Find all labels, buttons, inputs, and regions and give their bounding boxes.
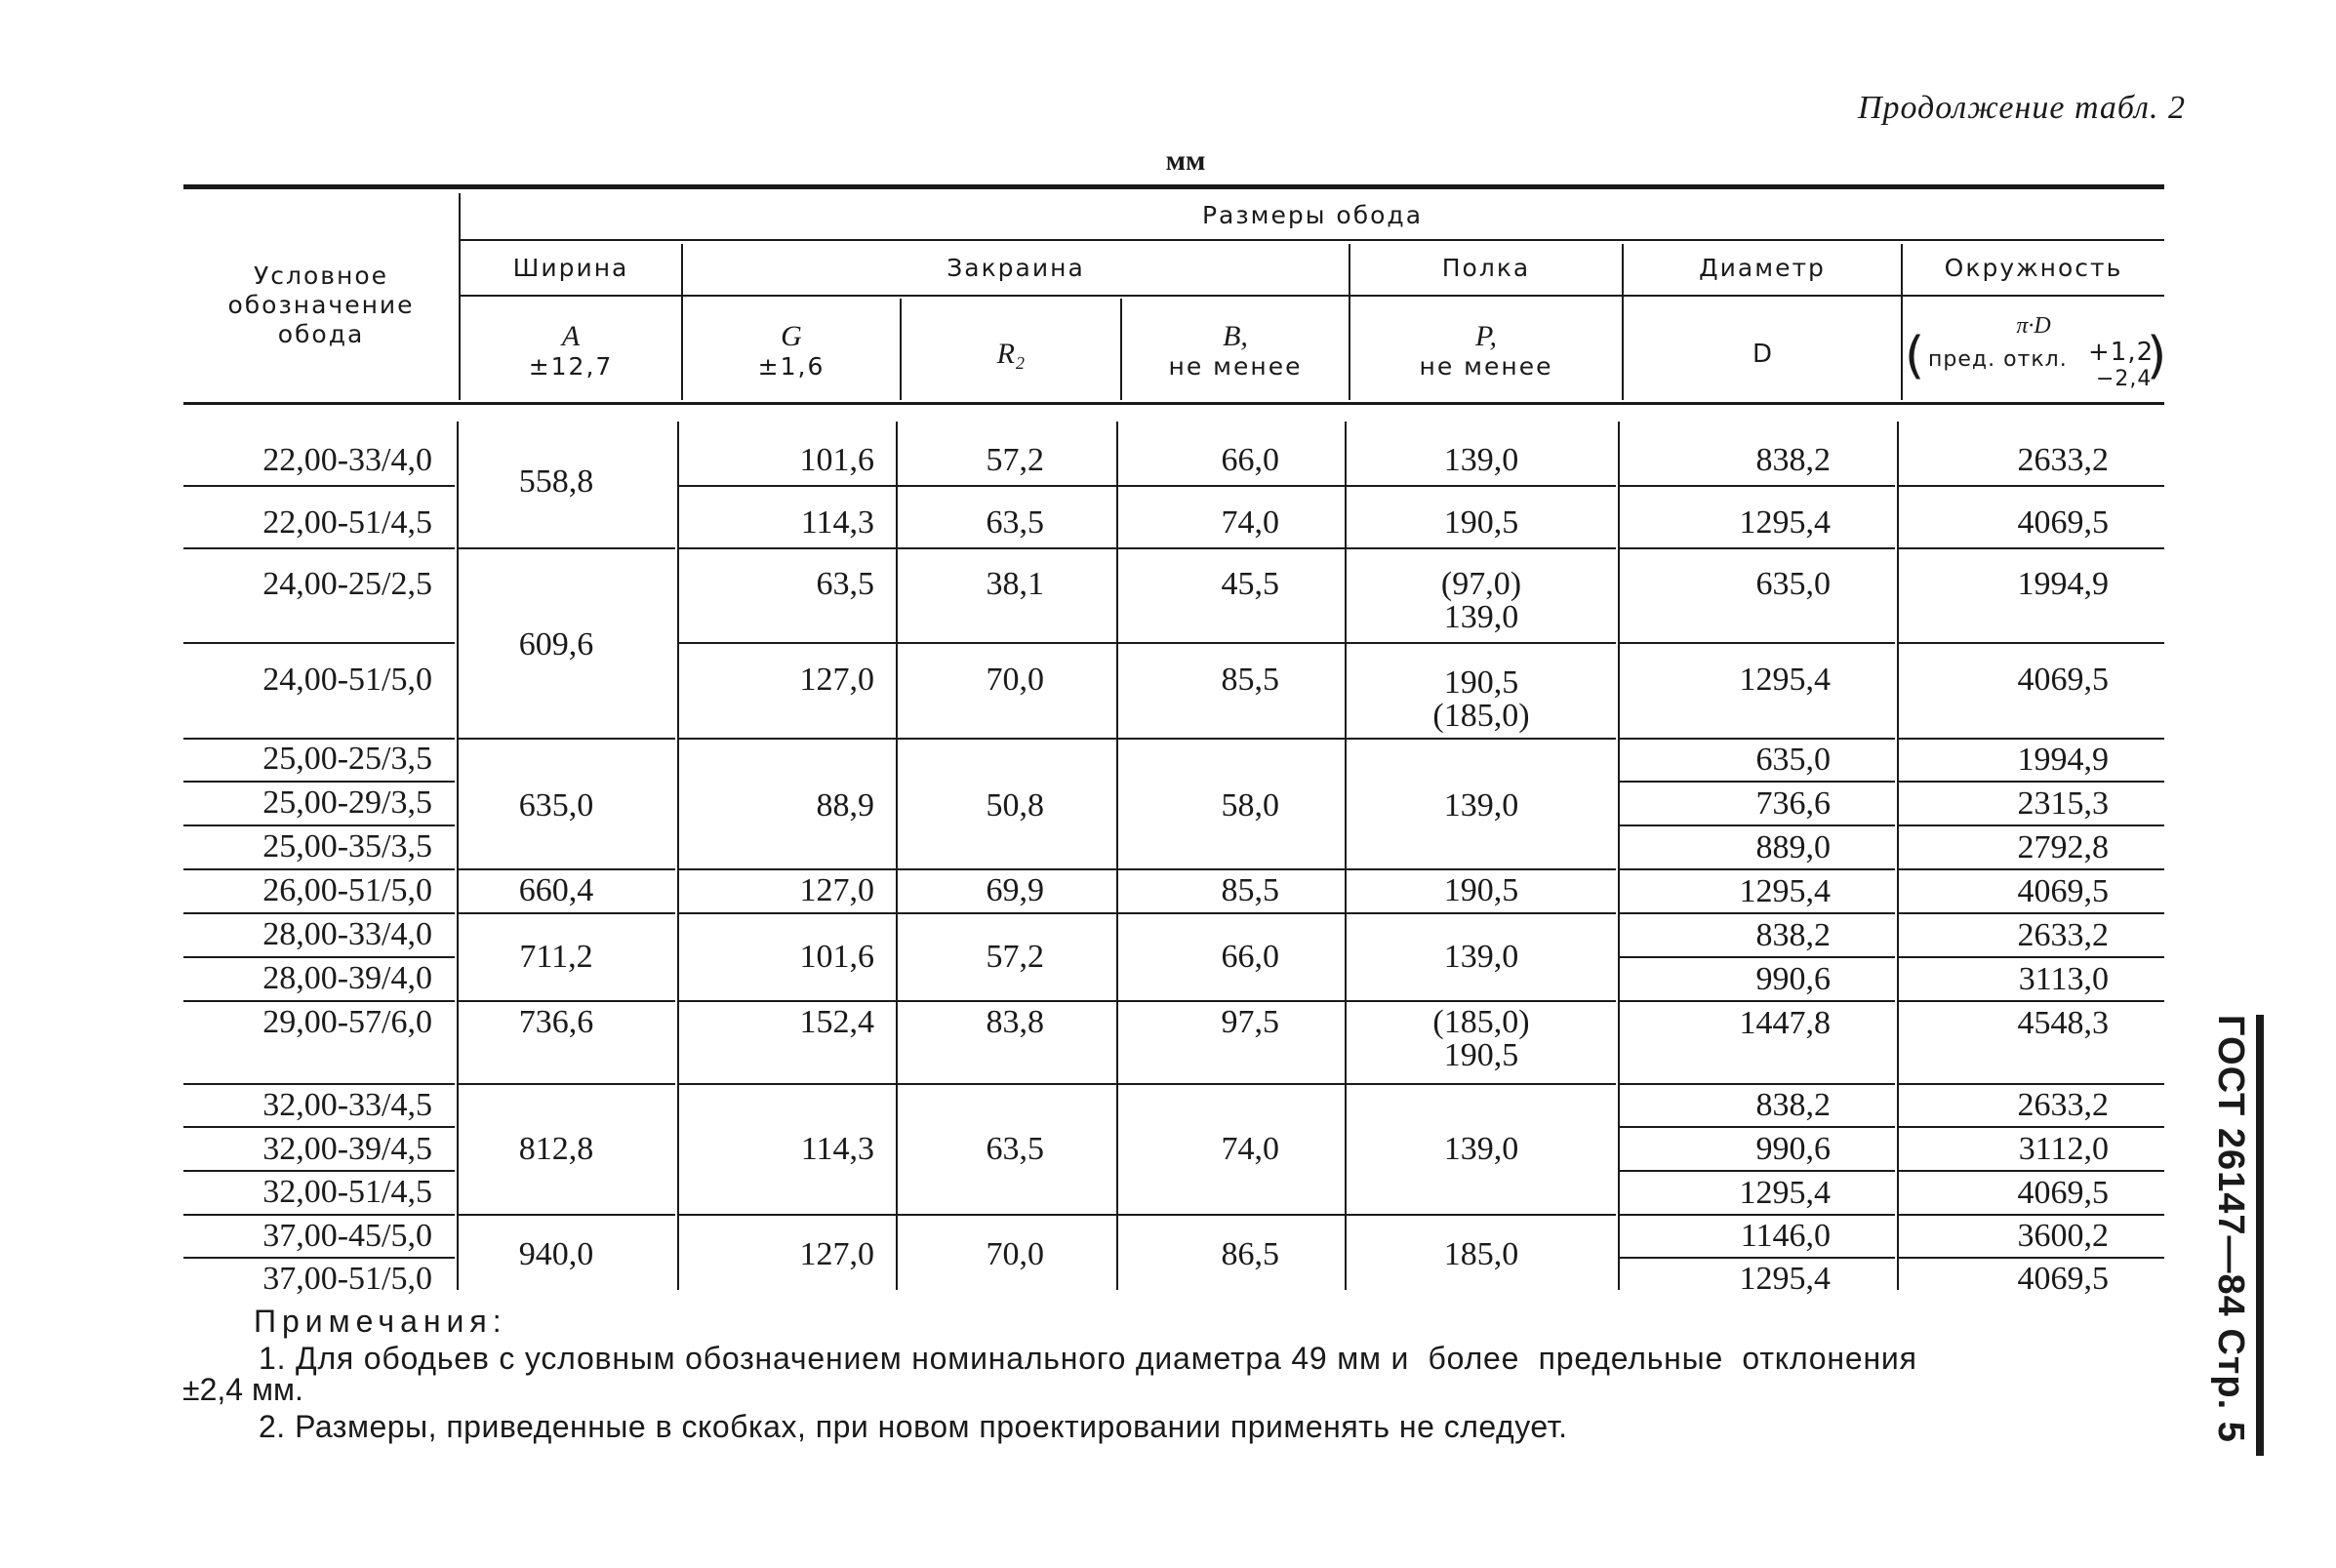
- G-value: 88,9: [816, 787, 874, 824]
- G-value: 127,0: [799, 872, 874, 908]
- shelf-header: Полка: [1441, 254, 1531, 282]
- D-value: 635,0: [1755, 566, 1831, 602]
- row-line: [1620, 1170, 1895, 1172]
- width-header: Ширина: [512, 254, 629, 282]
- D-value: 635,0: [1755, 742, 1831, 778]
- note-1: 1. Для ободьев с условным обозначением номинального диаметра 49 мм и более предельные отклонения: [259, 1341, 1917, 1376]
- row-line: [1899, 642, 2164, 644]
- B-symbol: B,: [1223, 320, 1248, 352]
- row-line: [183, 781, 455, 783]
- row-line: [1899, 956, 2164, 958]
- G-value: 127,0: [799, 1236, 874, 1272]
- G-symbol: G: [781, 320, 802, 352]
- row-line: [459, 1083, 675, 1085]
- row-line: [1620, 1214, 1895, 1216]
- B-value: 74,0: [1221, 504, 1279, 541]
- B-value: 86,5: [1221, 1236, 1279, 1272]
- row-line: [459, 738, 675, 740]
- P-header: [1350, 322, 1622, 382]
- row-line: [183, 738, 455, 740]
- rim-designation: 28,00-39/4,0: [262, 960, 432, 996]
- circumference-value: 3113,0: [2018, 961, 2109, 997]
- row-line: [679, 1214, 1616, 1216]
- R2-symbol: R₂: [996, 338, 1026, 370]
- R2-value: 83,8: [986, 1004, 1044, 1040]
- side-rule: [2256, 1015, 2264, 1456]
- diameter-header: Диаметр: [1699, 254, 1826, 282]
- circumference-value: 1994,9: [2017, 566, 2109, 602]
- rim-designation: 22,00-33/4,0: [262, 442, 432, 478]
- D-value: 1295,4: [1739, 1175, 1831, 1211]
- side-label-container: [2207, 1015, 2254, 1483]
- row-line: [1620, 1083, 1895, 1085]
- A-tolerance: ±12,7: [528, 352, 614, 381]
- B-value: 66,0: [1221, 939, 1279, 975]
- row-line: [1620, 824, 1895, 826]
- row-line: [183, 547, 455, 549]
- circumference-value: 1994,9: [2017, 742, 2109, 778]
- A-header: [461, 322, 681, 382]
- header-divider: [461, 295, 2164, 297]
- R2-header: [902, 340, 1120, 370]
- row-line: [183, 1257, 455, 1259]
- row-line: [679, 642, 1616, 644]
- A-symbol: A: [561, 320, 581, 352]
- R2-value: 63,5: [986, 1131, 1044, 1167]
- circumference-value: 3112,0: [2018, 1131, 2109, 1167]
- D-value: 1295,4: [1739, 873, 1831, 909]
- row-line: [1620, 642, 1895, 644]
- row-line: [1899, 1126, 2164, 1128]
- piD-tolerance-label: пред. откл.: [1928, 347, 2068, 372]
- row-line: [183, 485, 455, 487]
- table-top-rule: [183, 184, 2164, 189]
- circumference-value: 4069,5: [2017, 1261, 2109, 1297]
- G-value: 101,6: [799, 442, 874, 478]
- width-value: 711,2: [519, 939, 593, 975]
- B-value: 58,0: [1221, 787, 1279, 824]
- P-value: 190,5: [1443, 504, 1519, 541]
- P-value: 190,5: [1443, 664, 1519, 701]
- piD-tolerance-down: −2,4: [2096, 367, 2153, 391]
- rim-designation: 24,00-25/2,5: [262, 566, 432, 602]
- D-value: 736,6: [1755, 785, 1831, 822]
- units-label: мм: [1165, 144, 1206, 177]
- flange-header: Закраина: [946, 254, 1085, 282]
- note-2: 2. Размеры, приведенные в скобках, при новом проектировании применять не следует.: [259, 1409, 1568, 1444]
- circumference-value: 2633,2: [2017, 1087, 2109, 1123]
- width-value: 558,8: [518, 463, 594, 500]
- row-line: [183, 868, 455, 870]
- width-value: 635,0: [518, 787, 594, 824]
- piD-symbol: π·D: [2016, 313, 2051, 339]
- width-value: 609,6: [518, 626, 594, 663]
- row-line: [1620, 547, 1895, 549]
- row-line: [679, 547, 1616, 549]
- table-header-rule: [183, 402, 2164, 405]
- rim-designation: 25,00-35/3,5: [262, 828, 432, 864]
- header-divider: [461, 239, 2164, 241]
- P-value: 190,5: [1443, 1037, 1519, 1073]
- R2-value: 63,5: [986, 504, 1044, 541]
- row-line: [679, 1000, 1616, 1002]
- P-note: не менее: [1419, 352, 1553, 381]
- row-line: [459, 547, 675, 549]
- rim-designation: 22,00-51/4,5: [262, 504, 432, 541]
- note-1-continued: ±2,4 мм.: [182, 1372, 303, 1407]
- circumference-value: 3600,2: [2017, 1218, 2109, 1254]
- P-value: 139,0: [1443, 787, 1519, 824]
- notes-block: [171, 1303, 2171, 1445]
- circumference-value: 2315,3: [2017, 785, 2109, 822]
- R2-value: 38,1: [986, 566, 1044, 602]
- row-line: [1899, 1214, 2164, 1216]
- row-line: [459, 1214, 675, 1216]
- notes-title: Примечания:: [254, 1304, 507, 1339]
- circumference-value: 2792,8: [2017, 829, 2109, 865]
- D-value: 1295,4: [1739, 1261, 1831, 1297]
- R2-value: 57,2: [986, 939, 1044, 975]
- circumference-value: 2633,2: [2017, 917, 2109, 953]
- circumference-value: 4548,3: [2017, 1005, 2109, 1041]
- piD-header: [1903, 310, 2164, 341]
- row-line: [459, 912, 675, 914]
- row-line: [1899, 547, 2164, 549]
- row-line: [1620, 956, 1895, 958]
- G-value: 152,4: [799, 1004, 874, 1040]
- G-value: 63,5: [816, 566, 874, 602]
- B-header: [1122, 322, 1349, 382]
- row-line: [1899, 868, 2164, 870]
- row-line: [183, 912, 455, 914]
- row-line: [1620, 868, 1895, 870]
- width-value: 812,8: [518, 1131, 594, 1167]
- row-line: [679, 1083, 1616, 1085]
- P-value: (97,0): [1440, 566, 1522, 602]
- P-value: 185,0: [1443, 1236, 1519, 1272]
- P-value: 190,5: [1443, 872, 1519, 908]
- G-value: 114,3: [800, 1131, 874, 1167]
- row-line: [679, 738, 1616, 740]
- width-value: 660,4: [518, 872, 594, 908]
- row-line: [1620, 738, 1895, 740]
- row-line: [183, 824, 455, 826]
- P-value: 139,0: [1443, 442, 1519, 478]
- B-value: 45,5: [1221, 566, 1279, 602]
- width-value: 736,6: [518, 1004, 594, 1040]
- row-line: [1620, 1257, 1895, 1259]
- row-line: [183, 1083, 455, 1085]
- circumference-value: 4069,5: [2017, 662, 2109, 698]
- row-line: [183, 1214, 455, 1216]
- B-value: 85,5: [1221, 872, 1279, 908]
- rim-designation: 37,00-51/5,0: [262, 1261, 432, 1297]
- row-line: [183, 1170, 455, 1172]
- D-value: 1295,4: [1739, 504, 1831, 541]
- rim-designation: 26,00-51/5,0: [262, 872, 432, 908]
- row-line: [183, 1000, 455, 1002]
- B-note: не менее: [1168, 352, 1303, 381]
- P-value: (185,0): [1432, 698, 1530, 734]
- R2-value: 69,9: [986, 872, 1044, 908]
- R2-value: 70,0: [986, 1236, 1044, 1272]
- D-value: 838,2: [1755, 442, 1831, 478]
- D-value: 889,0: [1755, 829, 1831, 865]
- D-value: 990,6: [1755, 1131, 1831, 1167]
- G-value: 127,0: [799, 662, 874, 698]
- row-line: [1899, 1257, 2164, 1259]
- row-line: [459, 1000, 675, 1002]
- rim-designation: 32,00-33/4,5: [262, 1087, 432, 1123]
- circumference-value: 4069,5: [2017, 504, 2109, 541]
- row-line: [679, 485, 1616, 487]
- row-line: [459, 868, 675, 870]
- P-symbol: P,: [1475, 320, 1497, 352]
- rim-dimensions-header: Размеры обода: [1201, 201, 1424, 229]
- P-value: (185,0): [1432, 1004, 1530, 1040]
- piD-tolerance-up: +1,2: [2088, 338, 2155, 367]
- circumference-header: Окружность: [1944, 254, 2123, 282]
- P-value: 139,0: [1443, 939, 1519, 975]
- row-line: [1620, 1000, 1895, 1002]
- D-value: 990,6: [1755, 961, 1831, 997]
- row-line: [1620, 485, 1895, 487]
- circumference-value: 2633,2: [2017, 442, 2109, 478]
- rim-designation: 32,00-51/4,5: [262, 1174, 432, 1210]
- B-value: 97,5: [1221, 1004, 1279, 1040]
- rim-designation: 32,00-39/4,5: [262, 1131, 432, 1167]
- paren-left-icon: (: [1905, 327, 1925, 385]
- rim-designation: 29,00-57/6,0: [262, 1004, 432, 1040]
- G-value: 114,3: [800, 504, 874, 541]
- rim-designation: 25,00-25/3,5: [262, 741, 432, 777]
- table-continuation-caption: Продолжение табл. 2: [1857, 90, 2186, 126]
- D-value: 1447,8: [1739, 1005, 1831, 1041]
- G-value: 101,6: [799, 939, 874, 975]
- B-value: 74,0: [1221, 1131, 1279, 1167]
- row-line: [1620, 912, 1895, 914]
- circumference-value: 4069,5: [2017, 1175, 2109, 1211]
- row-line: [1899, 1000, 2164, 1002]
- R2-value: 70,0: [986, 662, 1044, 698]
- row-line: [1899, 485, 2164, 487]
- side-label: ГОСТ 26147—84 Стр. 5: [2210, 1015, 2251, 1443]
- row-line: [1899, 824, 2164, 826]
- rim-designation: 37,00-45/5,0: [262, 1218, 432, 1254]
- row-line: [183, 956, 455, 958]
- row-line: [1899, 1083, 2164, 1085]
- R2-value: 57,2: [986, 442, 1044, 478]
- row-line: [183, 1126, 455, 1128]
- row-line: [1899, 738, 2164, 740]
- D-value: 838,2: [1755, 917, 1831, 953]
- width-value: 940,0: [518, 1236, 594, 1272]
- piD-tolerance: [1905, 327, 2167, 396]
- row-line: [1620, 781, 1895, 783]
- paren-right-icon: ): [2147, 327, 2167, 385]
- G-header: [683, 322, 900, 382]
- P-value: 139,0: [1443, 1131, 1519, 1167]
- circumference-value: 4069,5: [2017, 873, 2109, 909]
- P-value: 139,0: [1443, 599, 1519, 635]
- D-value: 1146,0: [1740, 1218, 1831, 1254]
- row-line: [679, 912, 1616, 914]
- B-value: 85,5: [1221, 662, 1279, 698]
- D-header: [1624, 340, 1901, 369]
- row-line: [1899, 781, 2164, 783]
- row-line: [1899, 1170, 2164, 1172]
- row-line: [1899, 912, 2164, 914]
- G-tolerance: ±1,6: [757, 352, 826, 381]
- rim-designation: 28,00-33/4,0: [262, 916, 432, 952]
- D-symbol: D: [1752, 340, 1773, 369]
- rim-designation: 24,00-51/5,0: [262, 662, 432, 698]
- D-value: 838,2: [1755, 1087, 1831, 1123]
- row-line: [1620, 1126, 1895, 1128]
- R2-value: 50,8: [986, 787, 1044, 824]
- row-line: [679, 868, 1616, 870]
- designation-header: Условное обозначение обода: [227, 261, 415, 348]
- row-line: [183, 642, 455, 644]
- D-value: 1295,4: [1739, 662, 1831, 698]
- rim-designation: 25,00-29/3,5: [262, 784, 432, 821]
- B-value: 66,0: [1221, 442, 1279, 478]
